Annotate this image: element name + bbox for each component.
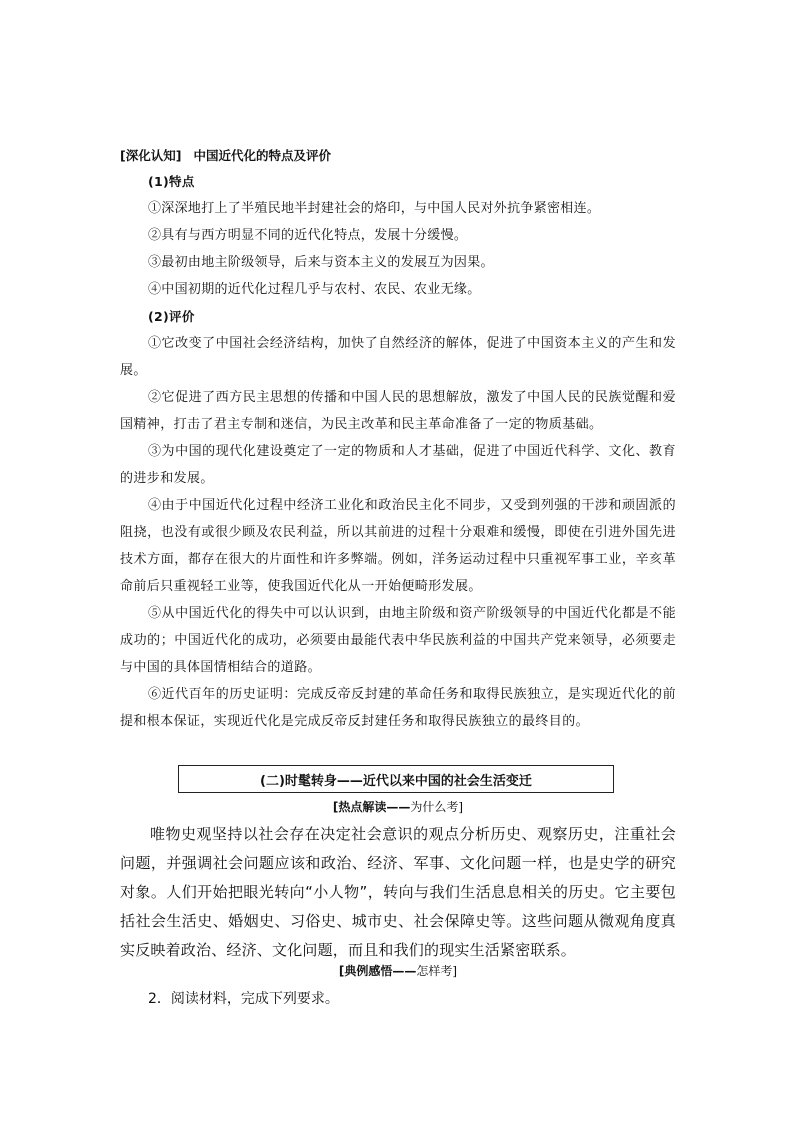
main-paragraph: 唯物史观坚持以社会存在决定社会意识的观点分析历史、观察历史，注重社会问题，并强调社会问题应该和政治、经济、军事、文化问题一样，也是史学的研究对象。人们开始把眼光转向“小人物”，转向与我们生活息息相关的历史。它主要包括社会生活史、婚姻史、习俗史、城市史、社会保障史等。这些问题从微观角度真实反映着政治、经济、文化问题，而且和我们的现实生活紧密联系。: [120, 825, 676, 959]
hotspot-label: [120, 798, 676, 815]
evaluation-item: ④由于中国近代化过程中经济工业化和政治民主化不同步，又受到列强的干涉和顽固派的阻挠，也没有或很少顾及农民利益，所以其前进的过程十分艰难和缓慢，即使在引进外国先进技术方面，都存在很大的片面性和许多弊端。例如，洋务运动过程中只重视军事工业，辛亥革命前后只重视轻工业等，使我国近代化从一开始便畸形发展。: [120, 498, 676, 594]
evaluation-item: ③为中国的现代化建设奠定了一定的物质和人才基础，促进了中国近代科学、文化、教育的进步和发展。: [120, 444, 676, 486]
section-heading: [120, 146, 676, 164]
features-label: (1)特点: [148, 174, 195, 189]
evaluation-item: ⑤从中国近代化的得失中可以认识到，由地主阶级和资产阶级领导的中国近代化都是不能成功的；中国近代化的成功，必须要由最能代表中华民族利益的中国共产党来领导，必须要走与中国的具体国情相结合的道路。: [120, 606, 676, 675]
hotspot-label-bold: [热点解读——: [332, 800, 411, 814]
heading-tag: [深化认知]: [120, 148, 182, 163]
feature-item: ④中国初期的近代化过程几乎与农村、农民、农业无缘。: [148, 282, 481, 297]
feature-item: ③最初由地主阶级领导，后来与资本主义的发展互为因果。: [148, 255, 494, 270]
evaluation-label: (2)评价: [148, 309, 195, 324]
example-label: [120, 962, 676, 979]
feature-item: ②具有与西方明显不同的近代化特点，发展十分缓慢。: [148, 228, 468, 243]
example-label-light: 怎样考]: [416, 964, 458, 978]
hotspot-label-light: 为什么考]: [410, 800, 464, 814]
topic-box: (二)时髦转身——近代以来中国的社会生活变迁: [178, 765, 614, 793]
evaluation-item: ①它改变了中国社会经济结构，加快了自然经济的解体，促进了中国资本主义的产生和发展。: [120, 336, 676, 378]
example-label-bold: [典例感悟——: [338, 964, 417, 978]
heading-title: 中国近代化的特点及评价: [193, 148, 331, 163]
evaluation-item: ⑥近代百年的历史证明：完成反帝反封建的革命任务和取得民族独立，是实现近代化的前提和根本保证，实现近代化是完成反帝反封建任务和取得民族独立的最终目的。: [120, 687, 676, 729]
features-section: [120, 168, 676, 735]
feature-item: ①深深地打上了半殖民地半封建社会的烙印，与中国人民对外抗争紧密相连。: [148, 201, 601, 216]
question-text: 2．阅读材料，完成下列要求。: [148, 991, 339, 1007]
evaluation-item: ②它促进了西方民主思想的传播和中国人民的思想解放，激发了中国人民的民族觉醒和爱国精神，打击了君主专制和迷信，为民主改革和民主革命准备了一定的物质基础。: [120, 390, 676, 432]
